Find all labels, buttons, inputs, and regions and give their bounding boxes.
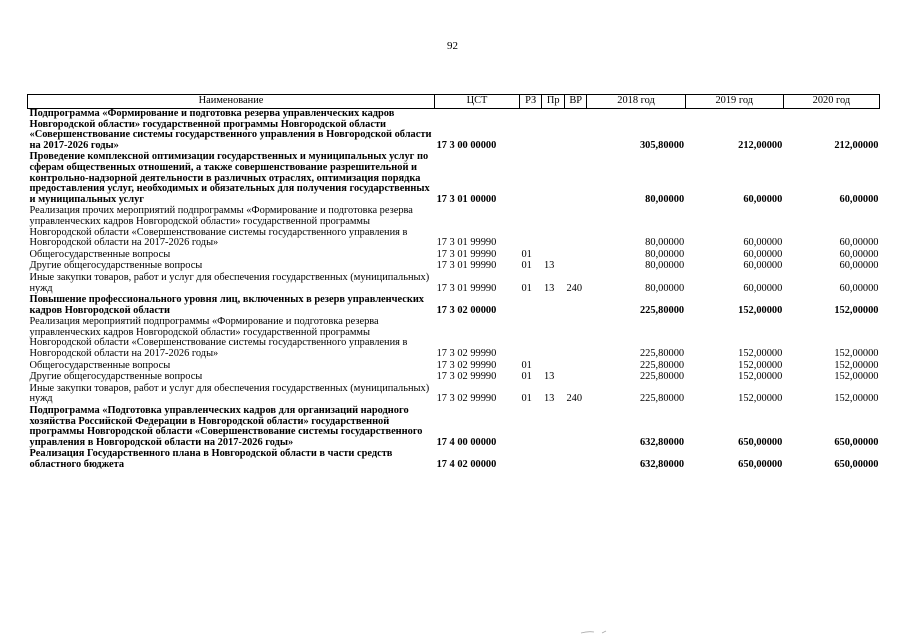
cell-2019: 152,00000 xyxy=(738,359,783,371)
header-pr: Пр xyxy=(542,95,565,109)
cell-cst: 17 4 00 00000 xyxy=(436,436,497,448)
header-2019: 2019 год xyxy=(685,95,783,109)
cell-rz xyxy=(519,295,542,317)
cell-2018: 305,80000 xyxy=(639,139,685,151)
cell-2020: 60,00000 xyxy=(839,248,879,260)
cell-2020: 60,00000 xyxy=(839,282,879,294)
cell-2020: 60,00000 xyxy=(839,260,879,272)
cell-2019: 60,00000 xyxy=(743,260,783,272)
cell-pr: 13 xyxy=(543,260,555,272)
header-cst: ЦСТ xyxy=(435,95,520,109)
cell-name: Проведение комплексной оптимизации государственных и муниципальных услуг по сферам общественных отношений, а также совершенствование разрешительной и контрольно-надзорной деятельности в различных отраслях, оптимизация порядка предоставления услуг, необходимых и обязательных для получения государственных и муниципальных услуг xyxy=(29,151,430,205)
cell-rz xyxy=(519,152,542,206)
cell-cst: 17 3 00 00000 xyxy=(436,139,497,151)
cell-2018: 225,80000 xyxy=(639,359,685,371)
cell-2020: 152,00000 xyxy=(834,348,879,360)
cell-2020: 152,00000 xyxy=(834,371,879,383)
cell-name: Другие общегосударственные вопросы xyxy=(29,260,203,272)
header-rz: РЗ xyxy=(519,95,542,109)
table-header-row xyxy=(28,95,880,109)
cell-2018: 225,80000 xyxy=(639,371,685,383)
cell-rz: 01 xyxy=(521,359,532,371)
cell-2019: 60,00000 xyxy=(743,193,783,205)
table-body xyxy=(28,109,880,472)
cell-vr: 240 xyxy=(566,393,583,405)
cell-rz xyxy=(519,206,542,249)
cell-vr xyxy=(564,372,587,384)
cell-cst: 17 3 01 99990 xyxy=(436,260,497,272)
cell-rz xyxy=(519,449,542,471)
cell-name: Повышение профессионального уровня лиц, включенных в резерв управленческих кадров Новгородской области xyxy=(29,294,424,316)
cell-cst: 17 3 02 99990 xyxy=(436,393,497,405)
table-row xyxy=(28,384,880,406)
cell-2018: 80,00000 xyxy=(645,193,685,205)
cell-2019: 152,00000 xyxy=(738,371,783,383)
cell-2018: 80,00000 xyxy=(645,260,685,272)
cell-pr: 13 xyxy=(543,282,555,294)
cell-cst: 17 3 01 00000 xyxy=(436,193,497,205)
cell-name: Подпрограмма «Подготовка управленческих кадров для организаций народного хозяйства Российской Федерации в Новгородской области» государственной программы Новгородской области «Совершенствование системы государственного управления в Новгородской области на 2017-2026 годы» xyxy=(29,405,423,448)
cell-vr xyxy=(564,317,587,360)
cell-name: Общегосударственные вопросы xyxy=(29,248,171,260)
cell-rz: 01 xyxy=(521,248,532,260)
cell-cst: 17 3 01 99990 xyxy=(436,282,497,294)
cell-vr xyxy=(564,406,587,449)
cell-2020: 60,00000 xyxy=(839,237,879,249)
cell-2018: 80,00000 xyxy=(645,248,685,260)
cell-2018: 632,80000 xyxy=(639,436,685,448)
table-row xyxy=(28,273,880,295)
cell-rz: 01 xyxy=(521,393,532,405)
cell-vr xyxy=(564,206,587,249)
cell-2020: 650,00000 xyxy=(834,436,879,448)
cell-cst: 17 3 01 99990 xyxy=(436,237,497,249)
header-name: Наименование xyxy=(28,95,435,109)
cell-pr xyxy=(542,449,565,471)
cell-2018: 225,80000 xyxy=(639,348,685,360)
cell-cst: 17 3 02 99990 xyxy=(436,371,497,383)
table-row xyxy=(28,449,880,471)
cell-pr xyxy=(542,206,565,249)
cell-2020: 212,00000 xyxy=(834,139,879,151)
cell-vr xyxy=(564,361,587,373)
cell-vr xyxy=(564,295,587,317)
cell-pr: 13 xyxy=(543,393,555,405)
cell-2019: 60,00000 xyxy=(743,282,783,294)
cell-rz: 01 xyxy=(521,260,532,272)
cell-cst: 17 3 01 99990 xyxy=(436,248,497,260)
cell-rz xyxy=(519,109,542,153)
header-vr: ВР xyxy=(564,95,587,109)
cell-vr xyxy=(564,152,587,206)
table-row xyxy=(28,406,880,449)
cell-cst: 17 3 02 00000 xyxy=(436,304,497,316)
table-row xyxy=(28,295,880,317)
cell-2019: 212,00000 xyxy=(738,139,783,151)
cell-name: Подпрограмма «Формирование и подготовка резерва управленческих кадров Новгородской области» государственной программы Новгородской области «Совершенствование системы государственного управления в Новгородской области на 2017-2026 годы» xyxy=(29,108,432,151)
cell-vr: 240 xyxy=(566,282,583,294)
cell-pr xyxy=(542,152,565,206)
budget-table xyxy=(27,94,880,472)
cell-cst: 17 3 02 99990 xyxy=(436,359,497,371)
cell-rz xyxy=(519,317,542,360)
cell-2018: 225,80000 xyxy=(639,393,685,405)
cell-2020: 152,00000 xyxy=(834,304,879,316)
cell-cst: 17 4 02 00000 xyxy=(436,459,497,470)
cell-pr xyxy=(542,317,565,360)
cell-pr xyxy=(542,295,565,317)
cell-2019: 152,00000 xyxy=(738,304,783,316)
page-number: 92 xyxy=(447,40,458,52)
cell-2019: 152,00000 xyxy=(738,348,783,360)
cell-name: Другие общегосударственные вопросы xyxy=(29,371,203,383)
header-2018: 2018 год xyxy=(587,95,685,109)
cell-name: Иные закупки товаров, работ и услуг для обеспечения государственных (муниципальных) нужд xyxy=(29,271,430,294)
cell-rz: 01 xyxy=(521,282,532,294)
scan-mark xyxy=(580,630,610,634)
cell-pr xyxy=(542,109,565,153)
cell-2019: 152,00000 xyxy=(738,393,783,405)
cell-name: Общегосударственные вопросы xyxy=(29,359,171,371)
cell-2019: 60,00000 xyxy=(743,237,783,249)
cell-2019: 60,00000 xyxy=(743,248,783,260)
cell-vr xyxy=(564,261,587,273)
cell-vr xyxy=(564,449,587,471)
cell-vr xyxy=(564,250,587,262)
cell-2018: 632,80000 xyxy=(639,459,685,470)
cell-2020: 152,00000 xyxy=(834,359,879,371)
cell-name: Реализация мероприятий подпрограммы «Формирование и подготовка резерва управленческих кадров Новгородской области» государственной программы Новгородской области «Совершенствование системы государственного управления в Новгородской области на 2017-2026 годы» xyxy=(29,316,408,360)
table-row xyxy=(28,317,880,360)
cell-2019: 650,00000 xyxy=(738,436,783,448)
header-2020: 2020 год xyxy=(783,95,879,109)
cell-2019: 650,00000 xyxy=(738,459,783,470)
cell-vr xyxy=(564,109,587,153)
table-row xyxy=(28,152,880,206)
cell-2018: 225,80000 xyxy=(639,304,685,316)
cell-2020: 60,00000 xyxy=(839,193,879,205)
cell-pr: 13 xyxy=(543,371,555,383)
cell-rz xyxy=(519,406,542,449)
cell-name: Реализация Государственного плана в Новгородской области в части средств областного бюджета xyxy=(29,448,393,470)
cell-name: Реализация прочих мероприятий подпрограммы «Формирование и подготовка резерва управленческих кадров Новгородской области» государственной программы Новгородской области «Совершенствование системы государственного управления в Новгородской области на 2017-2026 годы» xyxy=(29,205,413,249)
table-row xyxy=(28,109,880,153)
cell-2018: 80,00000 xyxy=(645,282,685,294)
cell-2020: 650,00000 xyxy=(834,459,879,470)
cell-name: Иные закупки товаров, работ и услуг для обеспечения государственных (муниципальных) нужд xyxy=(29,382,430,405)
cell-rz: 01 xyxy=(521,371,532,383)
cell-2018: 80,00000 xyxy=(645,237,685,249)
cell-2020: 152,00000 xyxy=(834,393,879,405)
cell-pr xyxy=(542,406,565,449)
table-row xyxy=(28,206,880,249)
cell-cst: 17 3 02 99990 xyxy=(436,348,497,360)
